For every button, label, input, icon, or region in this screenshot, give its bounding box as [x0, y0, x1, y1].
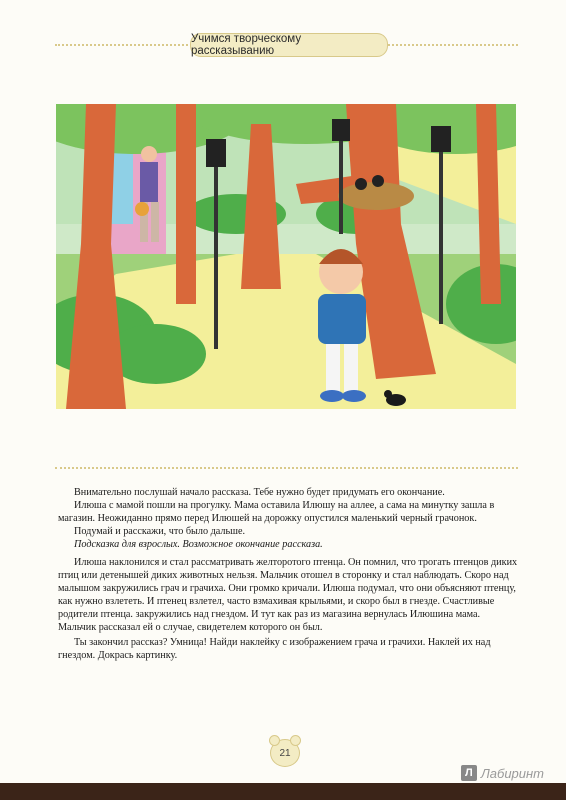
adult-hint: Подсказка для взрослых. Возможное окончание рассказа. — [74, 539, 323, 551]
header-rule-left — [55, 44, 188, 46]
intro-story-start: Илюша с мамой пошли на прогулку. Мама оставила Илюшу на аллее, а сама на минутку зашла в магазин. Неожиданно прямо перед Илюшей на дорожку опустился маленький черный грачонок. — [58, 500, 495, 525]
section-title: Учимся творческому рассказыванию — [190, 33, 388, 57]
lamp-2 — [332, 119, 350, 141]
section-divider — [55, 467, 518, 469]
watermark-text: Лабиринт — [480, 765, 544, 781]
header-rule-right — [388, 44, 518, 46]
page-number — [270, 739, 300, 767]
task-block — [58, 636, 520, 662]
task-text: Ты закончил рассказ? Умница! Найди наклейку с изображением грача и грачихи. Наклей их над гнездом. Докрась картинку. — [58, 637, 491, 662]
story-text: Илюша наклонился и стал рассматривать желторотого птенца. Он помнил, что трогать птенцов диких птиц или детенышей диких животных нельзя. Мальчик отошел в сторонку и стал наблюдать. Скоро над малышом закружились грач и грачиха. Они громко кричали. Илюша подумал, что они объясняют птенцу, как нужно взлететь. И птенец взлетел, часто взмахивая крыльями, и скоро был в гнезде. Счастливые родители птенца. закружились над гнездом. И тут как раз из магазина вернулась Илюшина мама. Мальчик рассказал ей о случае, свидетелем которого он был. — [58, 557, 518, 634]
park-scene-illustration — [56, 104, 516, 409]
bottom-bar — [0, 783, 566, 800]
park-scene-svg — [56, 104, 516, 409]
lamp-3 — [431, 126, 451, 152]
intro-block — [58, 486, 520, 551]
story-ending — [58, 556, 520, 635]
intro-prompt: Подумай и расскажи, что было дальше. — [74, 526, 246, 538]
intro-instruction: Внимательно послушай начало рассказа. Тебе нужно будет придумать его окончание. — [74, 487, 445, 498]
watermark — [461, 765, 544, 781]
page-number-label: 21 — [279, 747, 291, 759]
lamp-1 — [206, 139, 226, 167]
watermark-logo-icon: Л — [461, 765, 477, 781]
